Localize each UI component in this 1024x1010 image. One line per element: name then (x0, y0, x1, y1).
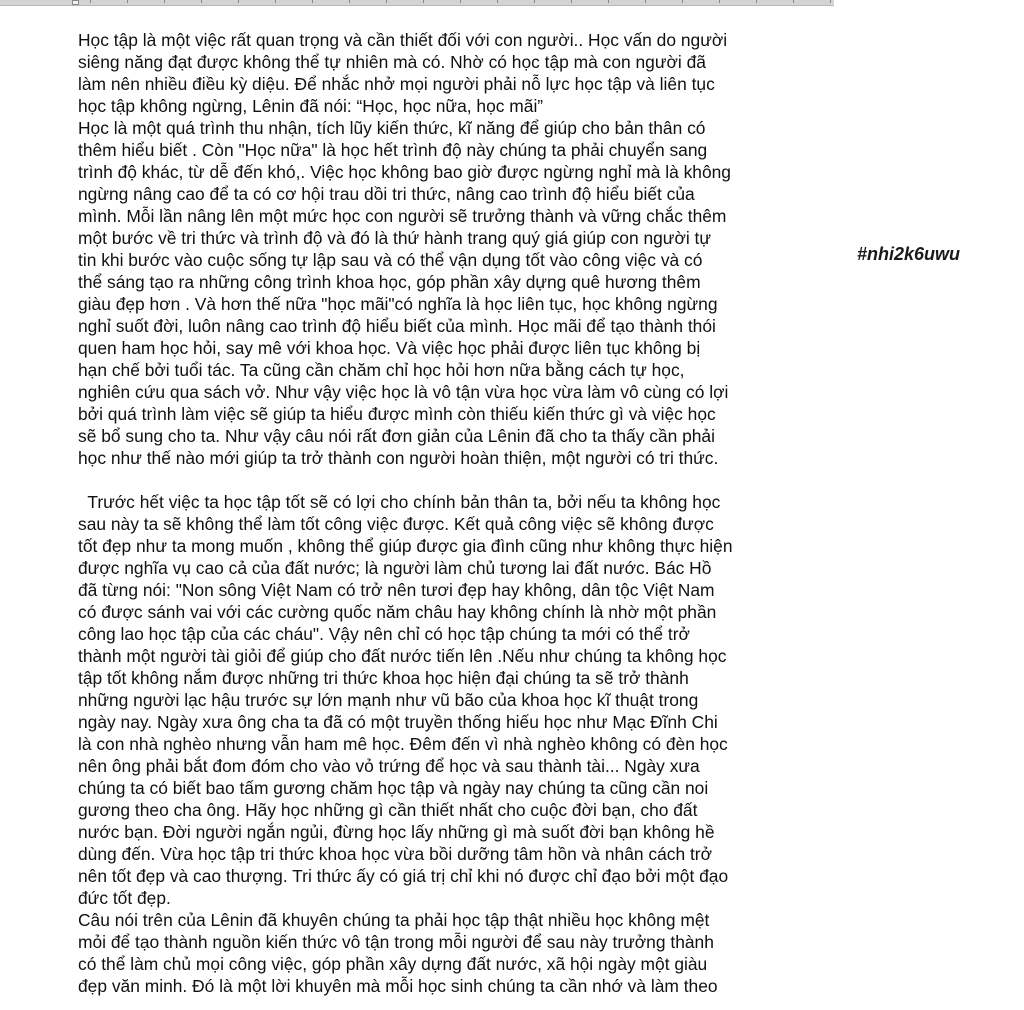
text-line: hạn chế bởi tuổi tác. Ta cũng cần chăm chỉ học hỏi hơn nữa bằng cách tự học, (78, 360, 685, 380)
text-line: nên ông phải bắt đom đóm cho vào vỏ trứng để học và sau thành tài... Ngày xưa (78, 756, 700, 776)
text-line: thành một người tài giỏi để giúp cho đất nước tiến lên .Nếu như chúng ta không học (78, 646, 727, 666)
ruler-tick (312, 0, 313, 3)
text-line: sẽ bổ sung cho ta. Như vậy câu nói rất đơn giản của Lênin đã cho ta thấy cần phải (78, 426, 715, 446)
text-line: thể sáng tạo ra những công trình khoa học, góp phần xây dựng quê hương thêm (78, 272, 701, 292)
text-line: nghiên cứu qua sách vở. Như vậy việc học là vô tận vừa học vừa làm vô cùng có lợi (78, 382, 729, 402)
text-line: ngừng nâng cao để ta có cơ hội trau dồi tri thức, nâng cao trình độ hiểu biết của (78, 184, 695, 204)
text-line: Trước hết việc ta học tập tốt sẽ có lợi cho chính bản thân ta, bởi nếu ta không học (78, 492, 721, 512)
ruler-tick (238, 0, 239, 3)
paragraph (78, 491, 818, 909)
paragraph-spacer (78, 469, 818, 491)
ruler-tick (127, 0, 128, 3)
text-line: dùng đến. Vừa học tập tri thức khoa học vừa bồi dưỡng tâm hồn và nhân cách trở (78, 844, 712, 864)
text-line: những người lạc hậu trước sự lớn mạnh như vũ bão của khoa học kĩ thuật trong (78, 690, 699, 710)
ruler-tick (571, 0, 572, 3)
text-line: học tập không ngừng, Lênin đã nói: “Học, học nữa, học mãi” (78, 96, 544, 116)
text-line: tin khi bước vào cuộc sống tự lập sau và có thể vận dụng tốt vào công việc và có (78, 250, 703, 270)
document-ruler (0, 0, 834, 6)
text-line: Câu nói trên của Lênin đã khuyên chúng ta phải học tập thật nhiều học không mệt (78, 910, 710, 930)
ruler-tick (275, 0, 276, 3)
text-line: có thể làm chủ mọi công việc, góp phần xây dựng đất nước, xã hội ngày một giàu (78, 954, 708, 974)
ruler-tick (423, 0, 424, 3)
text-line: Học tập là một việc rất quan trọng và cần thiết đối với con người.. Học vấn do người (78, 30, 728, 50)
text-line: đã từng nói: "Non sông Việt Nam có trở nên tươi đẹp hay không, dân tộc Việt Nam (78, 580, 715, 600)
text-line: giàu đẹp hơn . Và hơn thế nữa "học mãi"có nghĩa là học liên tục, học không ngừng (78, 294, 718, 314)
text-line: chúng ta có biết bao tấm gương chăm học tập và ngày nay chúng ta cũng cần noi (78, 778, 709, 798)
ruler-tick (349, 0, 350, 3)
ruler-tick (460, 0, 461, 3)
ruler-tick (534, 0, 535, 3)
text-line: mình. Mỗi lần nâng lên một mức học con người sẽ trưởng thành và vững chắc thêm (78, 206, 727, 226)
text-line: Học là một quá trình thu nhận, tích lũy kiến thức, kĩ năng để giúp cho bản thân có (78, 118, 706, 138)
text-line: tập tốt không nắm được những tri thức khoa học hiện đại chúng ta sẽ trở thành (78, 668, 689, 688)
ruler-tick (793, 0, 794, 3)
watermark-tag: #nhi2k6uwu (857, 244, 961, 264)
text-line: quen ham học hỏi, say mê với khoa học. Và việc học phải được liên tục không bị (78, 338, 701, 358)
ruler-tick (608, 0, 609, 3)
paragraph (78, 117, 818, 469)
ruler-tick (164, 0, 165, 3)
ruler-tick (497, 0, 498, 3)
text-line: gương theo cha ông. Hãy học những gì cần thiết nhất cho cuộc đời bạn, cho đất (78, 800, 698, 820)
text-line: nước bạn. Đời người ngắn ngủi, đừng học lấy những gì mà suốt đời bạn không hề (78, 822, 715, 842)
paragraph (78, 909, 818, 997)
text-line: là con nhà nghèo nhưng vẫn ham mê học. Đêm đến vì nhà nghèo không có đèn học (78, 734, 728, 754)
text-line: mỏi để tạo thành nguồn kiến thức vô tận trong mỗi người để sau này trưởng thành (78, 932, 714, 952)
text-line: siêng năng đạt được không thể tự nhiên mà có. Nhờ có học tập mà con người đã (78, 52, 706, 72)
text-line: trình độ khác, từ dễ đến khó,. Việc học không bao giờ được ngừng nghỉ mà là không (78, 162, 731, 182)
text-line: có được sánh vai với các cường quốc năm châu hay không chính là nhờ một phần (78, 602, 717, 622)
ruler-tick (756, 0, 757, 3)
text-line: sau này ta sẽ không thể làm tốt công việc được. Kết quả công việc sẽ không được (78, 514, 714, 534)
ruler-tick (90, 0, 91, 3)
text-line: một bước về tri thức và trình độ và đó là thứ hành trang quý giá giúp con người tự (78, 228, 712, 248)
ruler-tick (719, 0, 720, 3)
text-line: được nghĩa vụ cao cả của đất nước; là người làm chủ tương lai đất nước. Bác Hồ (78, 558, 712, 578)
document-body (78, 29, 818, 997)
ruler-tick (201, 0, 202, 3)
text-line: công lao học tập của các cháu". Vậy nên chỉ có học tập chúng ta mới có thể trở (78, 624, 690, 644)
text-line: tốt đẹp như ta mong muốn , không thể giúp được gia đình cũng như không thực hiện (78, 536, 733, 556)
text-line: bởi quá trình làm việc sẽ giúp ta hiểu được mình còn thiếu kiến thức gì và việc học (78, 404, 716, 424)
text-line: ngày nay. Ngày xưa ông cha ta đã có một truyền thống hiếu học như Mạc Đĩnh Chi (78, 712, 718, 732)
text-line: thêm hiểu biết . Còn "Học nữa" là học hết trình độ này chúng ta phải chuyển sang (78, 140, 708, 160)
ruler-tick (645, 0, 646, 3)
ruler-tick (386, 0, 387, 3)
text-line: đẹp văn minh. Đó là một lời khuyên mà mỗi học sinh chúng ta cần nhớ và làm theo (78, 976, 718, 996)
ruler-tick (682, 0, 683, 3)
text-line: làm nên nhiều điều kỳ diệu. Để nhắc nhở mọi người phải nỗ lực học tập và liên tục (78, 74, 715, 94)
text-line: nghỉ suốt đời, luôn nâng cao trình độ hiểu biết của mình. Học mãi để tạo thành thói (78, 316, 716, 336)
text-line: học như thế nào mới giúp ta trở thành con người hoàn thiện, một người có tri thức. (78, 448, 719, 468)
ruler-indent-marker[interactable] (72, 0, 79, 5)
paragraph (78, 29, 818, 117)
text-line: nên tốt đẹp và cao thượng. Tri thức ấy có giá trị chỉ khi nó được chỉ đạo bởi một đạo (78, 866, 729, 886)
ruler-tick (830, 0, 831, 3)
text-line: đức tốt đẹp. (78, 888, 171, 908)
